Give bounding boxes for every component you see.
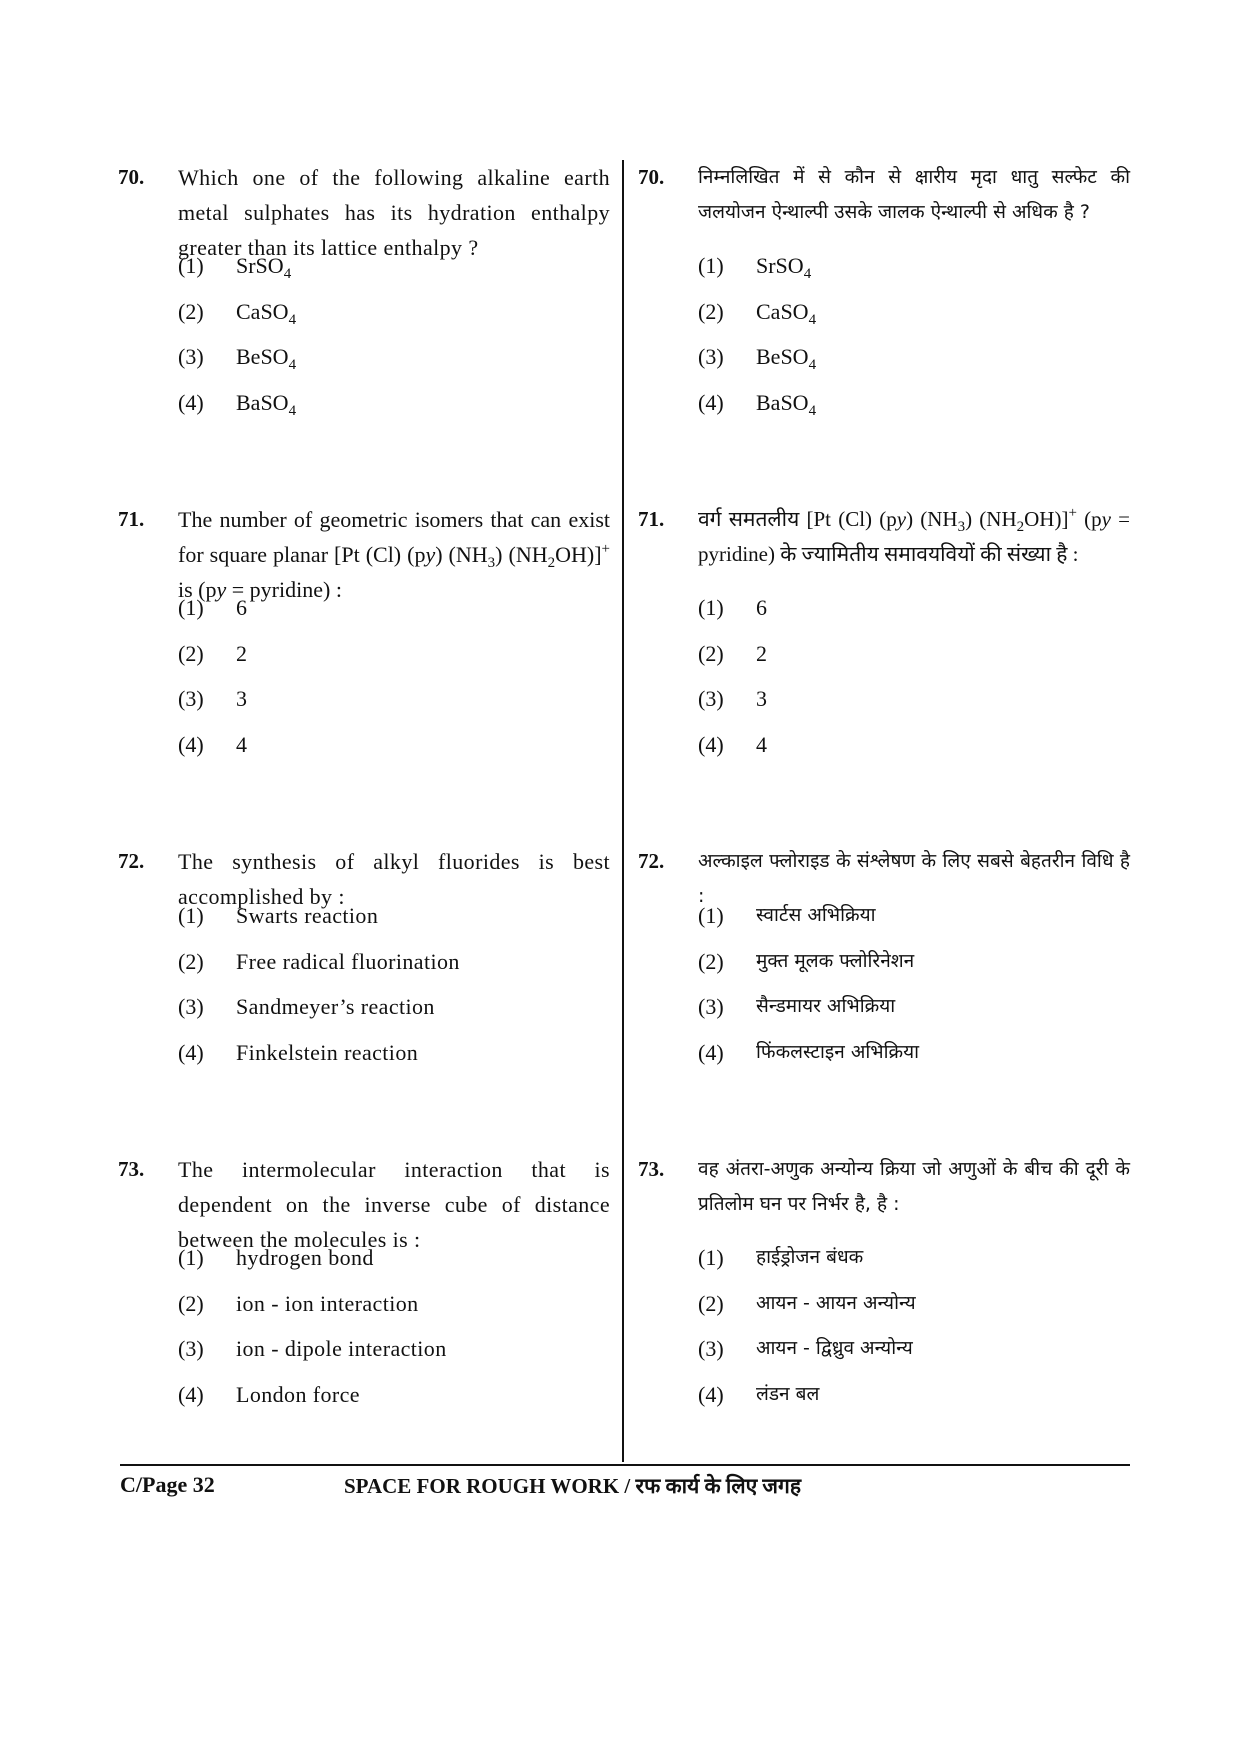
question-number: 73.: [638, 1157, 665, 1181]
option-text: आयन - द्विध्रुव अन्योन्य: [756, 1337, 913, 1359]
option-text: 6: [756, 595, 767, 620]
option-number: (2): [698, 1290, 724, 1316]
option-text: स्वार्टस अभिक्रिया: [756, 904, 876, 926]
option-4[interactable]: [698, 1377, 1130, 1423]
option-1[interactable]: [178, 590, 610, 636]
option-text: आयन - आयन अन्योन्य: [756, 1291, 916, 1314]
option-4[interactable]: [698, 727, 1130, 773]
question-stem: The number of geometric isomers that can exist for square planar [Pt (Cl) (py) $(NH_3)$ $(NH_2OH)]^+$ is (py = pyridine) :: [178, 507, 611, 602]
option-2[interactable]: [698, 294, 1130, 340]
option-4[interactable]: [178, 385, 610, 431]
options-list: [178, 898, 610, 1080]
option-text: BeSO$_4$: [236, 344, 297, 373]
option-2[interactable]: [178, 1286, 610, 1332]
question-number: 70.: [638, 165, 665, 189]
option-number: (4): [178, 389, 204, 415]
option-text: 4: [756, 731, 767, 757]
option-number: (1): [698, 903, 724, 928]
options-list: [698, 1240, 1130, 1422]
question-stem: The synthesis of alkyl fluorides is best accomplished by :: [178, 849, 610, 909]
option-3[interactable]: [178, 339, 610, 385]
options-list: [178, 590, 610, 772]
option-1[interactable]: [178, 1240, 610, 1286]
option-text: ion - dipole interaction: [236, 1336, 447, 1361]
option-number: (1): [178, 253, 204, 278]
option-3[interactable]: [698, 681, 1130, 727]
option-text: 3: [236, 686, 247, 711]
option-number: (4): [698, 731, 724, 757]
option-text: मुक्त मूलक फ्लोरिनेशन: [756, 949, 915, 972]
option-number: (2): [698, 948, 724, 974]
option-number: (1): [698, 253, 724, 278]
options-list: [698, 590, 1130, 772]
option-2[interactable]: [698, 1286, 1130, 1332]
option-4[interactable]: [178, 727, 610, 773]
option-3[interactable]: [178, 681, 610, 727]
option-number: (1): [178, 1245, 204, 1270]
options-list: [178, 1240, 610, 1422]
option-number: (2): [698, 640, 724, 666]
option-text: BaSO$_4$: [236, 389, 297, 419]
option-4[interactable]: [698, 385, 1130, 431]
question-number: 72.: [638, 849, 665, 873]
option-number: (2): [178, 948, 204, 974]
option-number: (3): [178, 686, 204, 711]
option-number: (4): [698, 1039, 724, 1065]
option-text: 3: [756, 686, 767, 711]
option-number: (1): [178, 903, 204, 928]
option-number: (4): [698, 1381, 724, 1407]
question-number: 73.: [118, 1157, 145, 1181]
option-text: 2: [236, 640, 247, 666]
option-text: सैन्डमायर अभिक्रिया: [756, 995, 896, 1017]
option-text: BeSO$_4$: [756, 344, 817, 373]
options-list: [698, 248, 1130, 430]
question-stem: वह अंतरा-अणुक अन्योन्य क्रिया जो अणुओं के बीच की दूरी के प्रतिलोम घन पर निर्भर है, है :: [698, 1158, 1130, 1215]
footer-rule: [120, 1464, 1130, 1466]
option-text: लंडन बल: [756, 1382, 820, 1405]
option-text: BaSO$_4$: [756, 389, 817, 419]
option-4[interactable]: [178, 1377, 610, 1423]
option-1[interactable]: [698, 248, 1130, 294]
option-1[interactable]: [698, 590, 1130, 636]
option-text: CaSO$_4$: [236, 298, 297, 328]
rough-work-label: SPACE FOR ROUGH WORK / रफ कार्य के लिए जगह: [344, 1474, 801, 1498]
option-2[interactable]: [178, 636, 610, 682]
options-list: [698, 898, 1130, 1080]
option-number: (4): [698, 389, 724, 415]
option-text: hydrogen bond: [236, 1245, 374, 1270]
option-1[interactable]: [178, 248, 610, 294]
option-number: (3): [178, 344, 204, 369]
option-2[interactable]: [178, 294, 610, 340]
option-number: (1): [698, 595, 724, 620]
option-text: Swarts reaction: [236, 903, 379, 928]
question-stem: वर्ग समतलीय [Pt (Cl) (py) $(NH_3)$ $(NH_2OH)]^+$ (py = pyridine) के ज्यामितीय समावयवियों की संख्या है :: [698, 505, 1130, 566]
question-stem: The intermolecular interaction that is dependent on the inverse cube of distance between the molecules is :: [178, 1157, 610, 1252]
question-number: 71.: [638, 507, 665, 531]
option-4[interactable]: [698, 1035, 1130, 1081]
option-number: (3): [178, 994, 204, 1019]
option-2[interactable]: [178, 944, 610, 990]
option-number: (1): [698, 1245, 724, 1270]
option-text: SrSO$_4$: [236, 253, 292, 282]
option-text: 4: [236, 731, 247, 757]
option-text: Free radical fluorination: [236, 948, 460, 974]
option-text: SrSO$_4$: [756, 253, 812, 282]
option-number: (3): [698, 994, 724, 1019]
option-text: Finkelstein reaction: [236, 1039, 419, 1065]
option-text: London force: [236, 1381, 360, 1407]
option-number: (3): [698, 686, 724, 711]
option-1[interactable]: [698, 898, 1130, 944]
option-text: ion - ion interaction: [236, 1290, 419, 1316]
option-number: (2): [178, 640, 204, 666]
question-number: 70.: [118, 165, 145, 189]
option-3[interactable]: [178, 1331, 610, 1377]
option-number: (2): [178, 298, 204, 324]
option-number: (4): [178, 1381, 204, 1407]
option-3[interactable]: [178, 989, 610, 1035]
question-stem: निम्नलिखित में से कौन से क्षारीय मृदा धातु सल्फेट की जलयोजन ऐन्थाल्पी उसके जालक ऐन्थाल्पी से अधिक है ?: [698, 166, 1130, 223]
option-1[interactable]: [178, 898, 610, 944]
option-number: (2): [178, 1290, 204, 1316]
column-divider: [622, 160, 624, 1462]
option-number: (2): [698, 298, 724, 324]
question-stem: Which one of the following alkaline earth metal sulphates has its hydration enthalpy greater than its lattice enthalpy ?: [178, 165, 610, 260]
question-number: 71.: [118, 507, 145, 531]
option-number: (4): [178, 731, 204, 757]
option-4[interactable]: [178, 1035, 610, 1081]
option-2[interactable]: [698, 636, 1130, 682]
question-stem: अल्काइल फ्लोराइड के संश्लेषण के लिए सबसे बेहतरीन विधि है :: [698, 850, 1130, 907]
option-number: (3): [178, 1336, 204, 1361]
option-2[interactable]: [698, 944, 1130, 990]
question-number: 72.: [118, 849, 145, 873]
option-3[interactable]: [698, 339, 1130, 385]
options-list: [178, 248, 610, 430]
option-text: CaSO$_4$: [756, 298, 817, 328]
option-text: हाईड्रोजन बंधक: [756, 1246, 864, 1268]
option-text: 6: [236, 595, 247, 620]
option-number: (4): [178, 1039, 204, 1065]
option-number: (3): [698, 1336, 724, 1361]
option-number: (3): [698, 344, 724, 369]
option-text: Sandmeyer’s reaction: [236, 994, 435, 1019]
option-3[interactable]: [698, 1331, 1130, 1377]
page-number: C/Page 32: [120, 1472, 215, 1497]
option-3[interactable]: [698, 989, 1130, 1035]
option-1[interactable]: [698, 1240, 1130, 1286]
option-text: 2: [756, 640, 767, 666]
option-number: (1): [178, 595, 204, 620]
option-text: फिंकलस्टाइन अभिक्रिया: [756, 1040, 920, 1063]
